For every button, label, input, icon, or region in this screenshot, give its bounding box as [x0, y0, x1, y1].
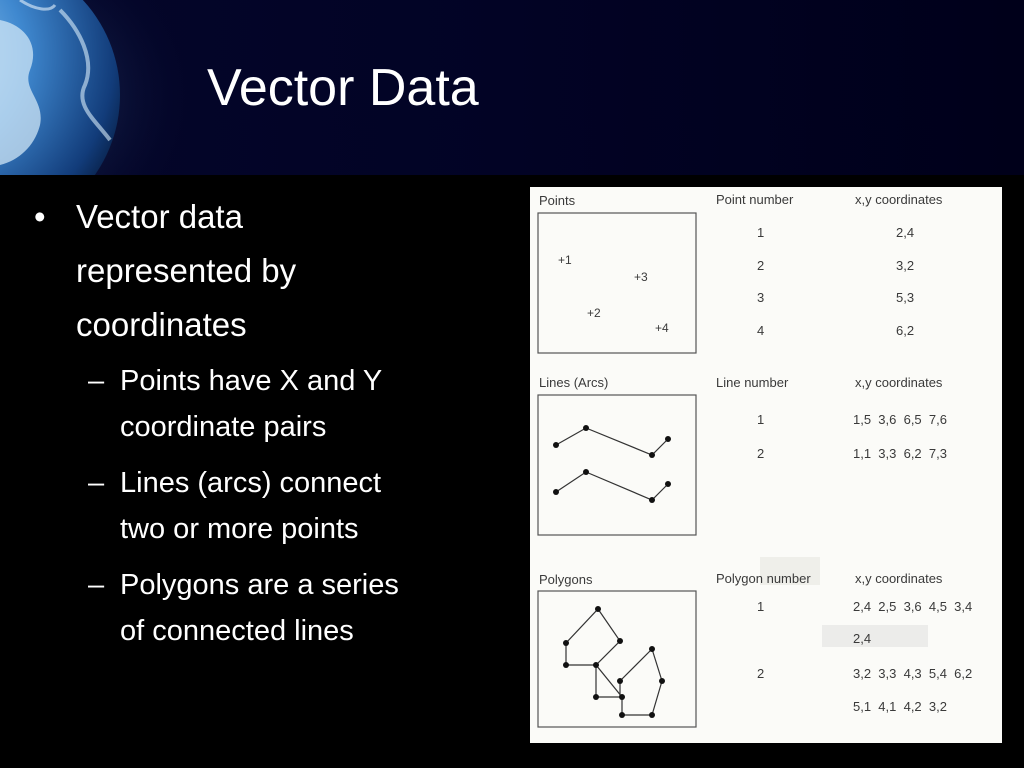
polygon-1-outline	[566, 609, 620, 665]
scan-artifact	[822, 625, 928, 647]
slide-header	[0, 0, 1024, 175]
sub-bullet-line: of connected lines	[120, 615, 354, 647]
points-col-coords: x,y coordinates	[855, 192, 943, 207]
points-row-2-n: 2	[757, 258, 765, 273]
polygon-2-outline	[596, 649, 662, 715]
dash-marker: –	[88, 569, 105, 601]
lines-panel-box	[538, 395, 696, 535]
bullet-text-line: coordinates	[76, 306, 247, 343]
point-marker-2: +2	[587, 306, 601, 320]
points-row-3-n: 3	[757, 290, 765, 305]
globe-image	[0, 0, 200, 175]
point-marker-4: +4	[655, 321, 669, 335]
points-row-1-n: 1	[757, 225, 765, 240]
arc-line-1	[556, 428, 668, 455]
polygons-panel-box	[538, 591, 696, 727]
sub-bullet-line: coordinate pairs	[120, 411, 327, 443]
points-row-3-xy: 5,3	[896, 290, 915, 305]
points-row-1-xy: 2,4	[896, 225, 915, 240]
sub-bullet-line: Points have X and Y	[120, 365, 383, 397]
points-panel-box	[538, 213, 696, 353]
lines-col-number: Line number	[716, 375, 789, 390]
sub-bullet-polygons	[30, 562, 500, 654]
lines-row-1-n: 1	[757, 412, 765, 427]
polygons-panel-label: Polygons	[539, 572, 593, 587]
polygons-row-2-n: 2	[757, 666, 765, 681]
polygons-col-coords: x,y coordinates	[855, 571, 943, 586]
bullet-text-line: Vector data	[76, 198, 243, 235]
lines-row-1-xy: 1,5 3,6 6,5 7,6	[853, 412, 947, 427]
polygons-row-2-xy: 3,2 3,3 4,3 5,4 6,2	[853, 666, 973, 681]
bullet-list	[30, 190, 500, 664]
point-marker-3: +3	[634, 270, 648, 284]
points-row-4-xy: 6,2	[896, 323, 915, 338]
dash-marker: –	[88, 467, 105, 499]
polygons-row-1-xy: 2,4 2,5 3,6 4,5 3,4	[853, 599, 973, 614]
points-col-number: Point number	[716, 192, 794, 207]
arc-line-2	[556, 472, 668, 500]
points-row-2-xy: 3,2	[896, 258, 915, 273]
bullet-item-main	[30, 190, 500, 352]
sub-bullet-line: Polygons are a series	[120, 569, 399, 601]
sub-bullet-lines	[30, 460, 500, 552]
slide-title: Vector Data	[207, 59, 479, 117]
point-marker-1: +1	[558, 253, 572, 267]
bullet-marker: •	[34, 198, 46, 235]
points-row-4-n: 4	[757, 323, 765, 338]
polygons-col-number: Polygon number	[716, 571, 811, 586]
lines-panel-label: Lines (Arcs)	[539, 375, 609, 390]
polygons-row-1-n: 1	[757, 599, 765, 614]
polygon-vertices	[563, 606, 665, 718]
vector-data-figure	[530, 187, 1002, 743]
sub-bullet-line: Lines (arcs) connect	[120, 467, 382, 499]
lines-col-coords: x,y coordinates	[855, 375, 943, 390]
sub-bullet-points	[30, 358, 500, 450]
dash-marker: –	[88, 365, 105, 397]
lines-row-2-n: 2	[757, 446, 765, 461]
lines-row-2-xy: 1,1 3,3 6,2 7,3	[853, 446, 947, 461]
points-panel-label: Points	[539, 193, 576, 208]
sub-bullet-line: two or more points	[120, 513, 359, 545]
bullet-text-line: represented by	[76, 252, 297, 289]
polygons-row-1b-xy: 2,4	[853, 631, 872, 646]
polygons-row-2b-xy: 5,1 4,1 4,2 3,2	[853, 699, 947, 714]
